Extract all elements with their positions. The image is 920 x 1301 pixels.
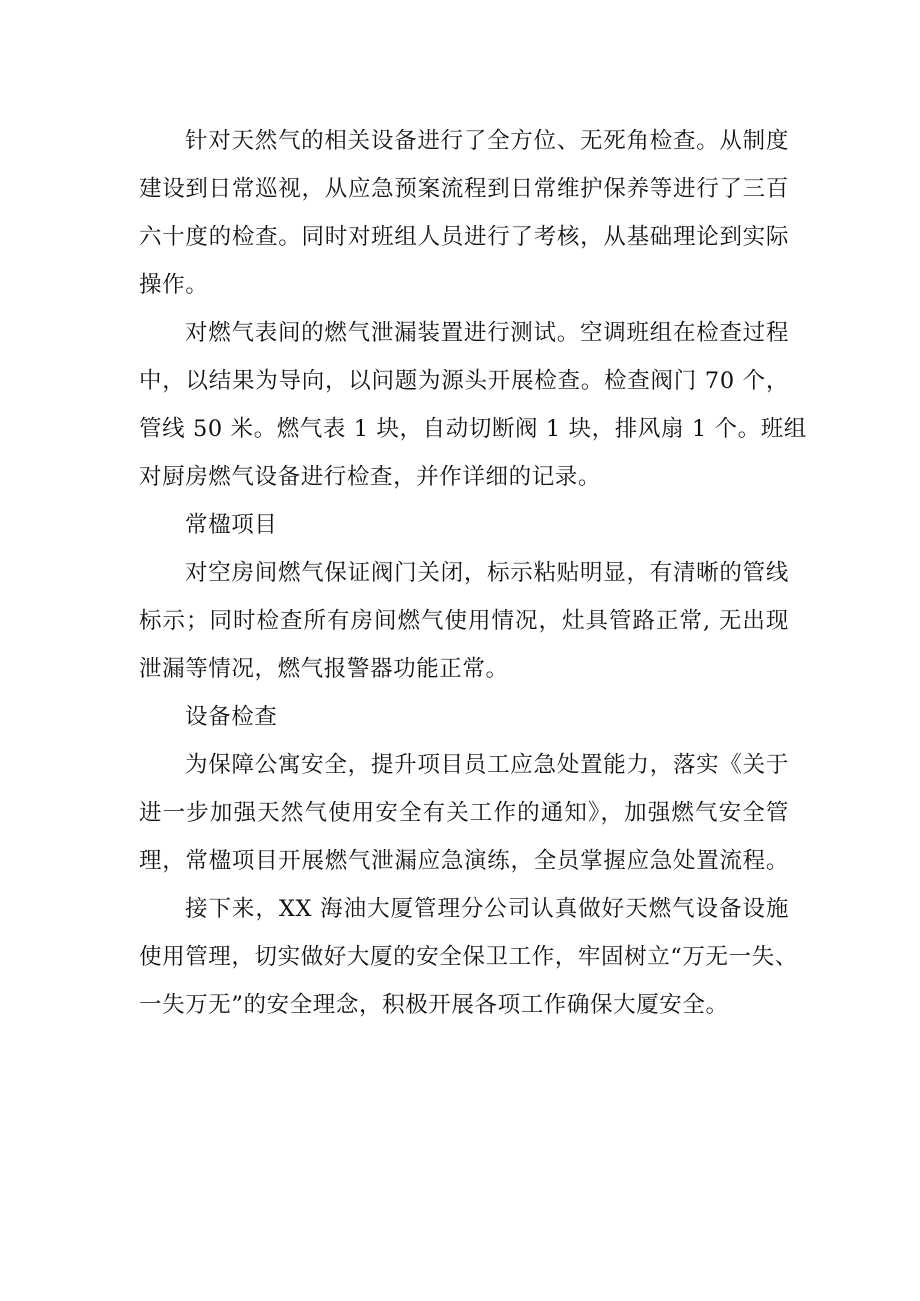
section-heading-changying-project: 常楹项目 <box>185 512 278 538</box>
paragraph-4-line-1: 为保障公寓安全，提升项目员工应急处置能力，落实《关于 <box>185 752 789 778</box>
paragraph-3-line-1: 对空房间燃气保证阀门关闭，标示粘贴明显，有清晰的管线 <box>185 560 789 586</box>
paragraph-1-line-1: 针对天然气的相关设备进行了全方位、无死角检查。从制度 <box>185 128 789 154</box>
paragraph-1-line-4: 操作。 <box>139 272 209 298</box>
section-heading-equipment-inspection: 设备检查 <box>185 704 278 730</box>
paragraph-3-line-3: 泄漏等情况，燃气报警器功能正常。 <box>139 656 509 682</box>
paragraph-5-line-2: 使用管理，切实做好大厦的安全保卫工作，牢固树立“万无一失、 <box>139 944 798 970</box>
document-body <box>139 117 807 1029</box>
paragraph-5-line-1: 接下来，XX 海油大厦管理分公司认真做好天燃气设备设施 <box>185 896 789 922</box>
paragraph-2-line-3: 管线 50 米。燃气表 1 块，自动切断阀 1 块，排风扇 1 个。班组 <box>139 416 807 442</box>
paragraph-4-line-2: 进一步加强天然气使用安全有关工作的通知》，加强燃气安全管 <box>139 800 789 826</box>
paragraph-2-line-2: 中，以结果为导向，以问题为源头开展检查。检查阀门 70 个， <box>139 368 789 394</box>
paragraph-1-line-3: 六十度的检查。同时对班组人员进行了考核，从基础理论到实际 <box>139 224 789 250</box>
paragraph-4-line-3: 理，常楹项目开展燃气泄漏应急演练，全员掌握应急处置流程。 <box>139 848 789 874</box>
paragraph-3-line-2: 标示；同时检查所有房间燃气使用情况，灶具管路正常, 无出现 <box>139 608 789 634</box>
paragraph-2-line-4: 对厨房燃气设备进行检查，并作详细的记录。 <box>139 464 602 490</box>
paragraph-2-line-1: 对燃气表间的燃气泄漏装置进行测试。空调班组在检查过程 <box>185 320 789 346</box>
paragraph-5-line-3: 一失万无”的安全理念，积极开展各项工作确保大厦安全。 <box>139 992 729 1018</box>
paragraph-1-line-2: 建设到日常巡视，从应急预案流程到日常维护保养等进行了三百 <box>139 176 789 202</box>
